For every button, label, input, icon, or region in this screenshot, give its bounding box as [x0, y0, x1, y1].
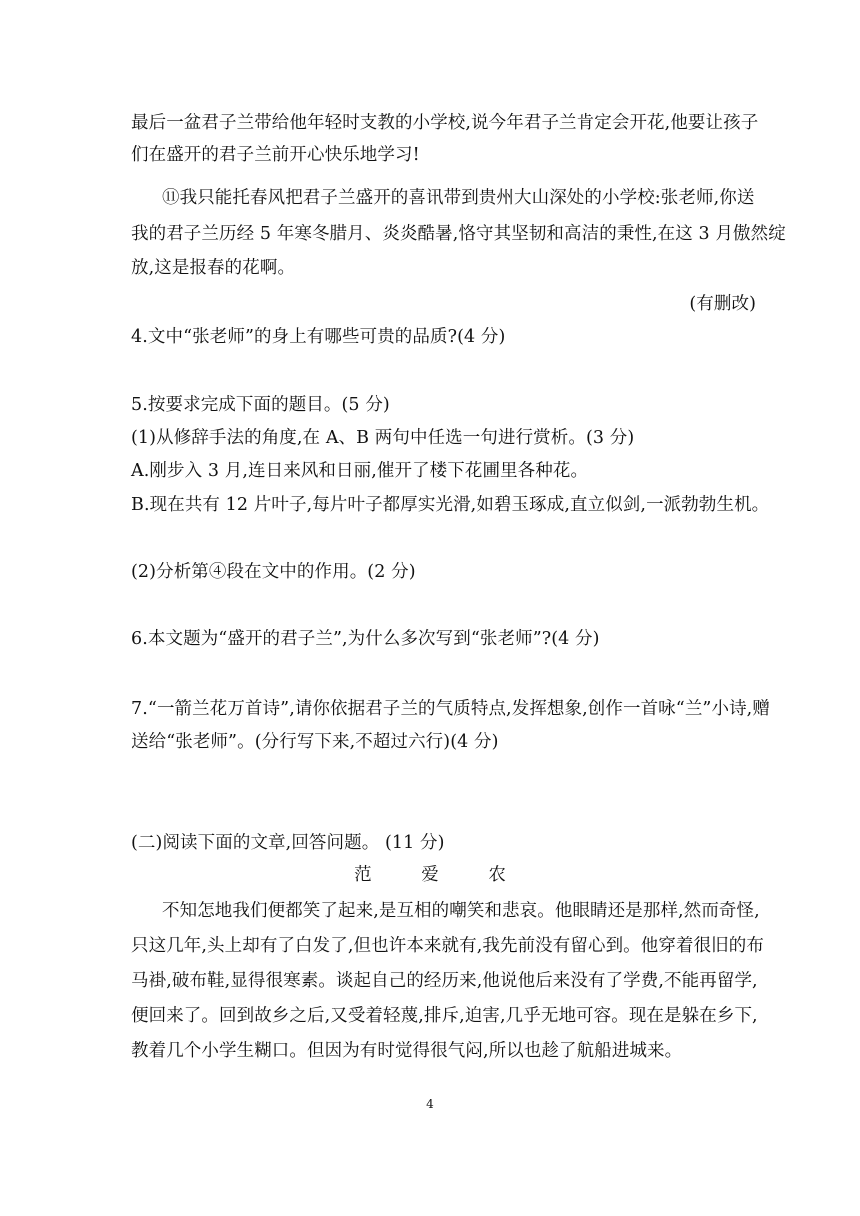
article-paragraph-line: 不知怎地我们便都笑了起来,是互相的嘲笑和悲哀。他眼睛还是那样,然而奇怪,: [162, 901, 760, 921]
article-paragraph-line: 马褂,破布鞋,显得很寒素。谈起自己的经历来,他说他后来没有了学费,不能再留学,: [131, 971, 758, 991]
paragraph-11-line: 放,这是报春的花啊。: [131, 258, 296, 278]
section-two-heading: (二)阅读下面的文章,回答问题。 (11 分): [131, 833, 445, 853]
question-7-line: 7.“一箭兰花万首诗”,请你依据君子兰的气质特点,发挥想象,创作一首咏“兰”小诗,赠: [131, 699, 770, 719]
question-5-option-a: A.刚步入 3 月,连日来风和日丽,催开了楼下花圃里各种花。: [131, 461, 589, 481]
source-note: (有删改): [689, 294, 756, 314]
article-paragraph-line: 便回来了。回到故乡之后,又受着轻蔑,排斥,迫害,几乎无地可容。现在是躲在乡下,: [131, 1006, 758, 1026]
passage-line: 们在盛开的君子兰前开心快乐地学习!: [131, 145, 420, 165]
question-5-option-b: B.现在共有 12 片叶子,每片叶子都厚实光滑,如碧玉琢成,直立似剑,一派勃勃生机。: [131, 495, 770, 515]
question-6: 6.本文题为“盛开的君子兰”,为什么多次写到“张老师”?(4 分): [131, 629, 600, 649]
article-title-char: 范: [354, 865, 372, 885]
article-title-char: 爱: [421, 865, 439, 885]
question-5: 5.按要求完成下面的题目。(5 分): [131, 395, 390, 415]
question-4: 4.文中“张老师”的身上有哪些可贵的品质?(4 分): [131, 327, 506, 347]
passage-line: 最后一盆君子兰带给他年轻时支教的小学校,说今年君子兰肯定会开花,他要让孩子: [131, 113, 759, 133]
article-paragraph-line: 只这几年,头上却有了白发了,但也许本来就有,我先前没有留心到。他穿着很旧的布: [131, 936, 764, 956]
question-5-part-2: (2)分析第④段在文中的作用。(2 分): [131, 562, 416, 582]
article-title-char: 农: [488, 865, 506, 885]
page-number: 4: [426, 1097, 434, 1111]
article-title: [0, 863, 860, 887]
question-7-line: 送给“张老师”。(分行写下来,不超过六行)(4 分): [131, 732, 499, 752]
paragraph-11-line: 我的君子兰历经 5 年寒冬腊月、炎炎酷暑,恪守其坚韧和高洁的秉性,在这 3 月傲然绽: [131, 224, 786, 244]
question-5-part-1: (1)从修辞手法的角度,在 A、B 两句中任选一句进行赏析。(3 分): [131, 428, 635, 448]
article-paragraph-line: 教着几个小学生糊口。但因为有时觉得很气闷,所以也趁了航船进城来。: [131, 1041, 683, 1061]
paragraph-11-line: ⑪我只能托春风把君子兰盛开的喜讯带到贵州大山深处的小学校:张老师,你送: [162, 188, 755, 208]
